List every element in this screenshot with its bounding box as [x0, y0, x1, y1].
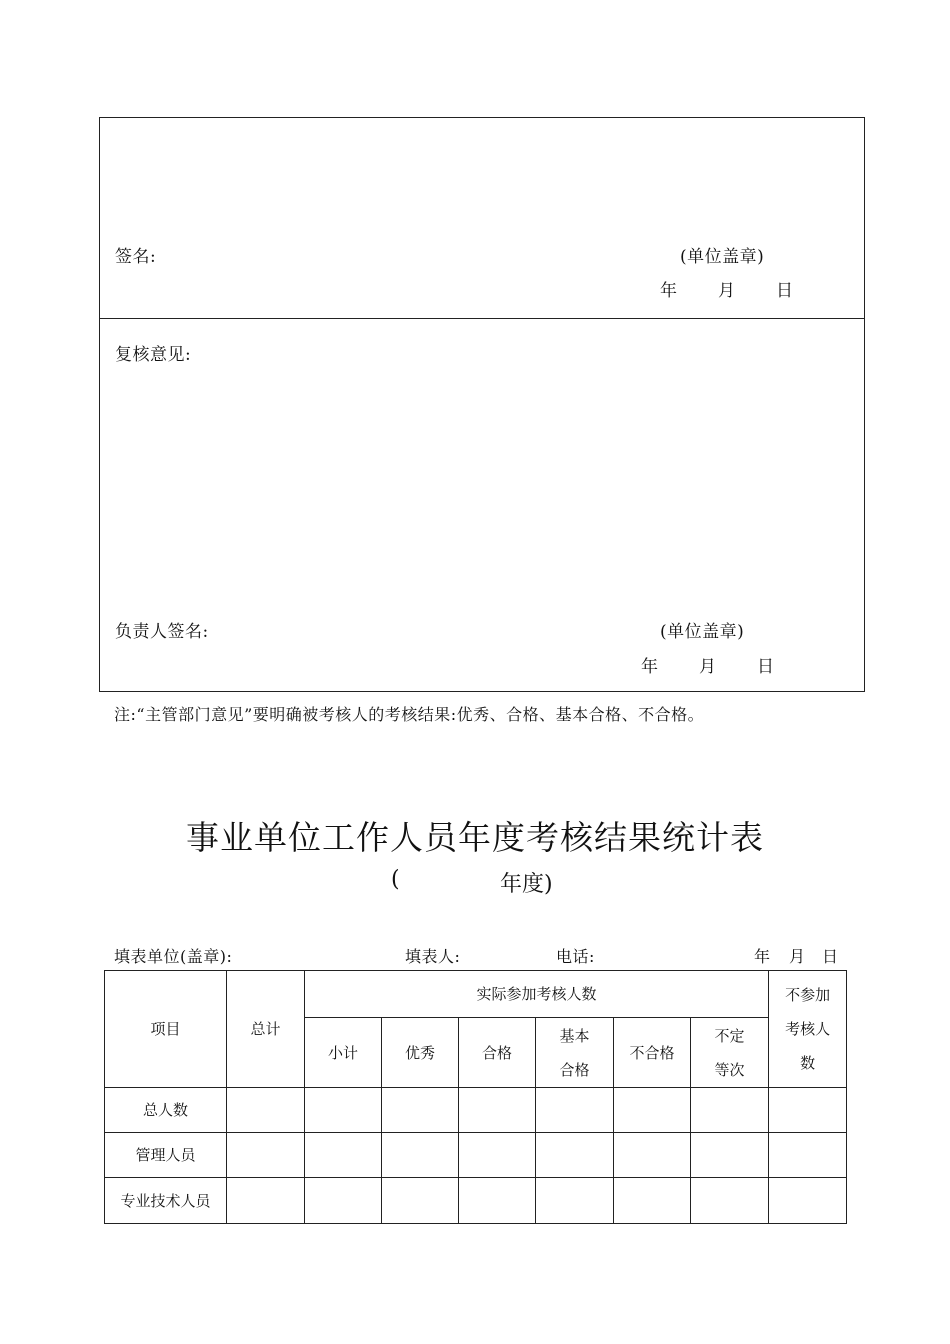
row-label: 总人数 [105, 1088, 227, 1133]
table-row [105, 1178, 847, 1224]
table-cell[interactable] [227, 1178, 305, 1224]
date-month: 月 [718, 281, 736, 301]
table-cell[interactable] [769, 1133, 847, 1178]
table-row [105, 1133, 847, 1178]
header-basic [536, 1018, 614, 1088]
header-subtotal: 小计 [305, 1018, 382, 1088]
table-cell[interactable] [459, 1133, 536, 1178]
header-excellent: 优秀 [382, 1018, 459, 1088]
review-box [99, 117, 865, 692]
table-cell[interactable] [769, 1178, 847, 1224]
date-month: 月 [699, 657, 717, 677]
header-item: 项目 [105, 971, 227, 1088]
date-year: 年 [641, 657, 659, 677]
date-day: 日 [757, 657, 775, 677]
header-qualified: 合格 [459, 1018, 536, 1088]
form-day-label: 日 [822, 947, 839, 966]
seal-label: (单位盖章) [660, 622, 745, 642]
row-label: 专业技术人员 [105, 1178, 227, 1224]
page-title: 事业单位工作人员年度考核结果统计表 [186, 818, 764, 857]
table-cell[interactable] [691, 1178, 769, 1224]
table-cell[interactable] [305, 1088, 382, 1133]
table-cell[interactable] [769, 1088, 847, 1133]
header-unqualified: 不合格 [614, 1018, 691, 1088]
table-cell[interactable] [382, 1133, 459, 1178]
form-phone-label: 电话: [556, 947, 595, 966]
table-cell[interactable] [305, 1133, 382, 1178]
subtitle-year: 年度) [500, 872, 553, 897]
table-cell[interactable] [614, 1178, 691, 1224]
table-cell[interactable] [305, 1178, 382, 1224]
table-cell[interactable] [459, 1088, 536, 1133]
table-cell[interactable] [536, 1088, 614, 1133]
seal-label: (单位盖章) [680, 247, 765, 267]
table-cell[interactable] [614, 1088, 691, 1133]
date-day: 日 [776, 281, 794, 301]
table-row [105, 1088, 847, 1133]
header-undecided-line: 不定 [714, 1026, 745, 1045]
row-label: 管理人员 [105, 1133, 227, 1178]
header-total: 总计 [227, 971, 305, 1088]
signature-label: 签名: [115, 247, 157, 267]
date-year: 年 [660, 281, 678, 301]
header-undecided [691, 1018, 769, 1088]
header-absent-line: 考核人 [785, 1020, 831, 1038]
form-year-label: 年 [754, 947, 771, 966]
header-basic-line: 基本 [559, 1026, 590, 1045]
header-actual: 实际参加考核人数 [305, 971, 769, 1018]
header-undecided-line: 等次 [714, 1060, 745, 1079]
review-box-divider [100, 318, 864, 319]
form-filler-label: 填表人: [405, 947, 461, 966]
header-absent [769, 971, 847, 1088]
table-cell[interactable] [382, 1178, 459, 1224]
header-absent-line: 数 [800, 1054, 816, 1072]
header-basic-line: 合格 [559, 1060, 590, 1079]
table-cell[interactable] [459, 1178, 536, 1224]
table-cell[interactable] [382, 1088, 459, 1133]
table-cell[interactable] [227, 1088, 305, 1133]
table-cell[interactable] [227, 1133, 305, 1178]
table-cell[interactable] [691, 1133, 769, 1178]
form-unit-label: 填表单位(盖章): [114, 947, 233, 966]
note-text: 注:“主管部门意见”要明确被考核人的考核结果:优秀、合格、基本合格、不合格。 [114, 705, 705, 724]
table-cell[interactable] [536, 1133, 614, 1178]
manager-signature-label: 负责人签名: [115, 622, 209, 642]
table-cell[interactable] [614, 1133, 691, 1178]
table-cell[interactable] [536, 1178, 614, 1224]
form-month-label: 月 [789, 947, 806, 966]
header-absent-line: 不参加 [785, 986, 831, 1004]
subtitle-open: ( [391, 867, 400, 892]
review-heading: 复核意见: [115, 345, 192, 365]
table-cell[interactable] [691, 1088, 769, 1133]
stats-table [104, 970, 847, 1224]
